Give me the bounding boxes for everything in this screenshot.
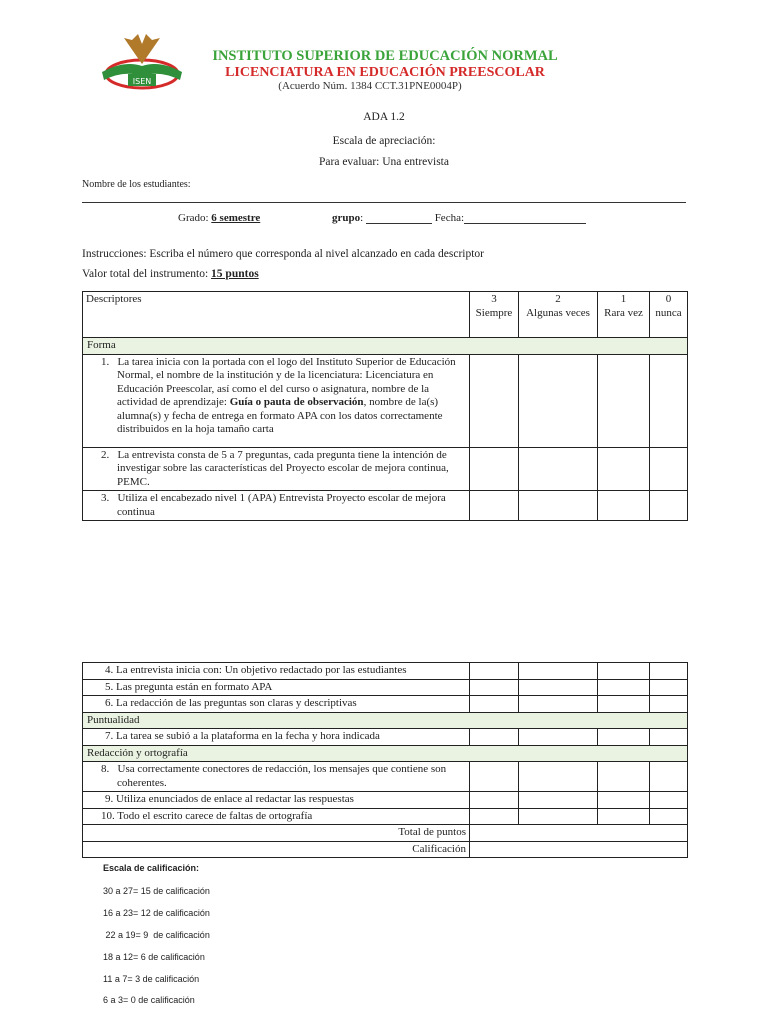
table-row — [83, 762, 688, 792]
col-algunas-veces: 2 Algunas veces — [519, 292, 598, 338]
grade-label: Grado: — [178, 212, 212, 224]
col-nunca: 0 nunca — [650, 292, 688, 338]
descriptor-10: 10. Todo el escrito carece de faltas de ortografía — [83, 808, 470, 825]
descriptor-6: 6. La redacción de las preguntas son claras y descriptivas — [83, 696, 470, 713]
students-line[interactable] — [82, 202, 686, 203]
score-cell[interactable] — [598, 491, 650, 521]
score-cell[interactable] — [650, 447, 688, 491]
table-row — [83, 792, 688, 809]
table-row — [83, 491, 688, 521]
grade-label-cell: Calificación — [83, 841, 470, 858]
scale-line: 30 a 27= 15 de calificación — [103, 886, 210, 896]
total-value: 15 puntos — [211, 268, 259, 280]
descriptor-5: 5. Las pregunta están en formato APA — [83, 679, 470, 696]
descriptor-9: 9. Utiliza enunciados de enlace al redactar las respuestas — [83, 792, 470, 809]
section-forma: Forma — [83, 338, 688, 355]
grade-cell[interactable] — [470, 841, 688, 858]
score-cell[interactable] — [519, 491, 598, 521]
score-cell[interactable] — [470, 491, 519, 521]
col-siempre: 3 Siempre — [470, 292, 519, 338]
rubric-table-2 — [82, 662, 688, 858]
agreement-number: (Acuerdo Núm. 1384 CCT.31PNE0004P) — [278, 80, 462, 92]
total-points-label: Total de puntos — [83, 825, 470, 842]
table-row — [83, 808, 688, 825]
group-field[interactable] — [366, 213, 432, 224]
scale-line: 6 a 3= 0 de calificación — [103, 995, 195, 1005]
score-cell[interactable] — [470, 447, 519, 491]
total-points-cell[interactable] — [470, 825, 688, 842]
group-row: grupo: Fecha: — [332, 212, 586, 224]
document-purpose: Para evaluar: Una entrevista — [319, 156, 449, 168]
table-row — [83, 729, 688, 746]
section-redaccion: Redacción y ortografía — [83, 745, 688, 762]
score-cell[interactable] — [598, 447, 650, 491]
table-row — [83, 663, 688, 680]
table-row — [83, 679, 688, 696]
grade-value: 6 semestre — [211, 212, 261, 224]
descriptor-3: 3. Utiliza el encabezado nivel 1 (APA) Entrevista Proyecto escolar de mejora continua — [83, 491, 470, 521]
col-rara-vez: 1 Rara vez — [598, 292, 650, 338]
scale-line: 11 a 7= 3 de calificación — [103, 974, 200, 984]
score-cell[interactable] — [650, 491, 688, 521]
descriptor-4: 4. La entrevista inicia con: Un objetivo redactado por las estudiantes — [83, 663, 470, 680]
table-row — [83, 447, 688, 491]
logo-text: ISEN — [132, 77, 152, 86]
descriptor-8: 8. Usa correctamente conectores de redacción, los mensajes que contiene son coherentes. — [83, 762, 470, 792]
document-code: ADA 1.2 — [363, 111, 405, 123]
table-row — [83, 354, 688, 447]
scale-line: 18 a 12= 6 de calificación — [103, 952, 205, 962]
students-label: Nombre de los estudiantes: — [82, 179, 191, 190]
program-name: LICENCIATURA EN EDUCACIÓN PREESCOLAR — [225, 65, 545, 80]
document-title: Escala de apreciación: — [332, 135, 436, 147]
descriptor-2: 2. La entrevista consta de 5 a 7 preguntas, cada pregunta tiene la intención de investigar sobre las características del Proyecto escolar de mejora continua, PEMC. — [83, 447, 470, 491]
score-cell[interactable] — [470, 354, 519, 447]
table-row — [83, 696, 688, 713]
total-value-row: Valor total del instrumento: 15 puntos — [82, 268, 259, 280]
rubric-table-1 — [82, 291, 688, 521]
date-label: Fecha: — [434, 212, 465, 224]
descriptor-1: 1. La tarea inicia con la portada con el logo del Instituto Superior de Educación Normal, el nombre de la institución y de la licenciatura: Licenciatura en Educación Preescolar, así como el del curso o asignatura, nombre de la actividad de aprendizaje: Guía o pauta de observación, nombre de la(s) alumna(s) y fecha de entrega en formato APA con los datos correctamente distribuidos en la hoja tamaño carta — [83, 354, 470, 447]
isen-logo — [94, 30, 190, 96]
grade-row — [178, 212, 260, 224]
col-descriptores: Descriptores — [83, 292, 470, 338]
score-cell[interactable] — [598, 354, 650, 447]
scale-title: Escala de calificación: — [103, 863, 200, 873]
score-cell[interactable] — [650, 354, 688, 447]
score-cell[interactable] — [519, 447, 598, 491]
date-field[interactable] — [464, 213, 586, 224]
institution-name: INSTITUTO SUPERIOR DE EDUCACIÓN NORMAL — [212, 48, 558, 64]
scale-line: 22 a 19= 9 de calificación — [103, 930, 210, 940]
scale-line: 16 a 23= 12 de calificación — [103, 908, 210, 918]
total-row — [83, 825, 688, 842]
section-puntualidad: Puntualidad — [83, 712, 688, 729]
group-label: grupo — [332, 212, 361, 224]
descriptor-7: 7. La tarea se subió a la plataforma en la fecha y hora indicada — [83, 729, 470, 746]
instructions: Instrucciones: Escriba el número que corresponda al nivel alcanzado en cada descriptor — [82, 248, 485, 260]
score-cell[interactable] — [519, 354, 598, 447]
grade-row — [83, 841, 688, 858]
